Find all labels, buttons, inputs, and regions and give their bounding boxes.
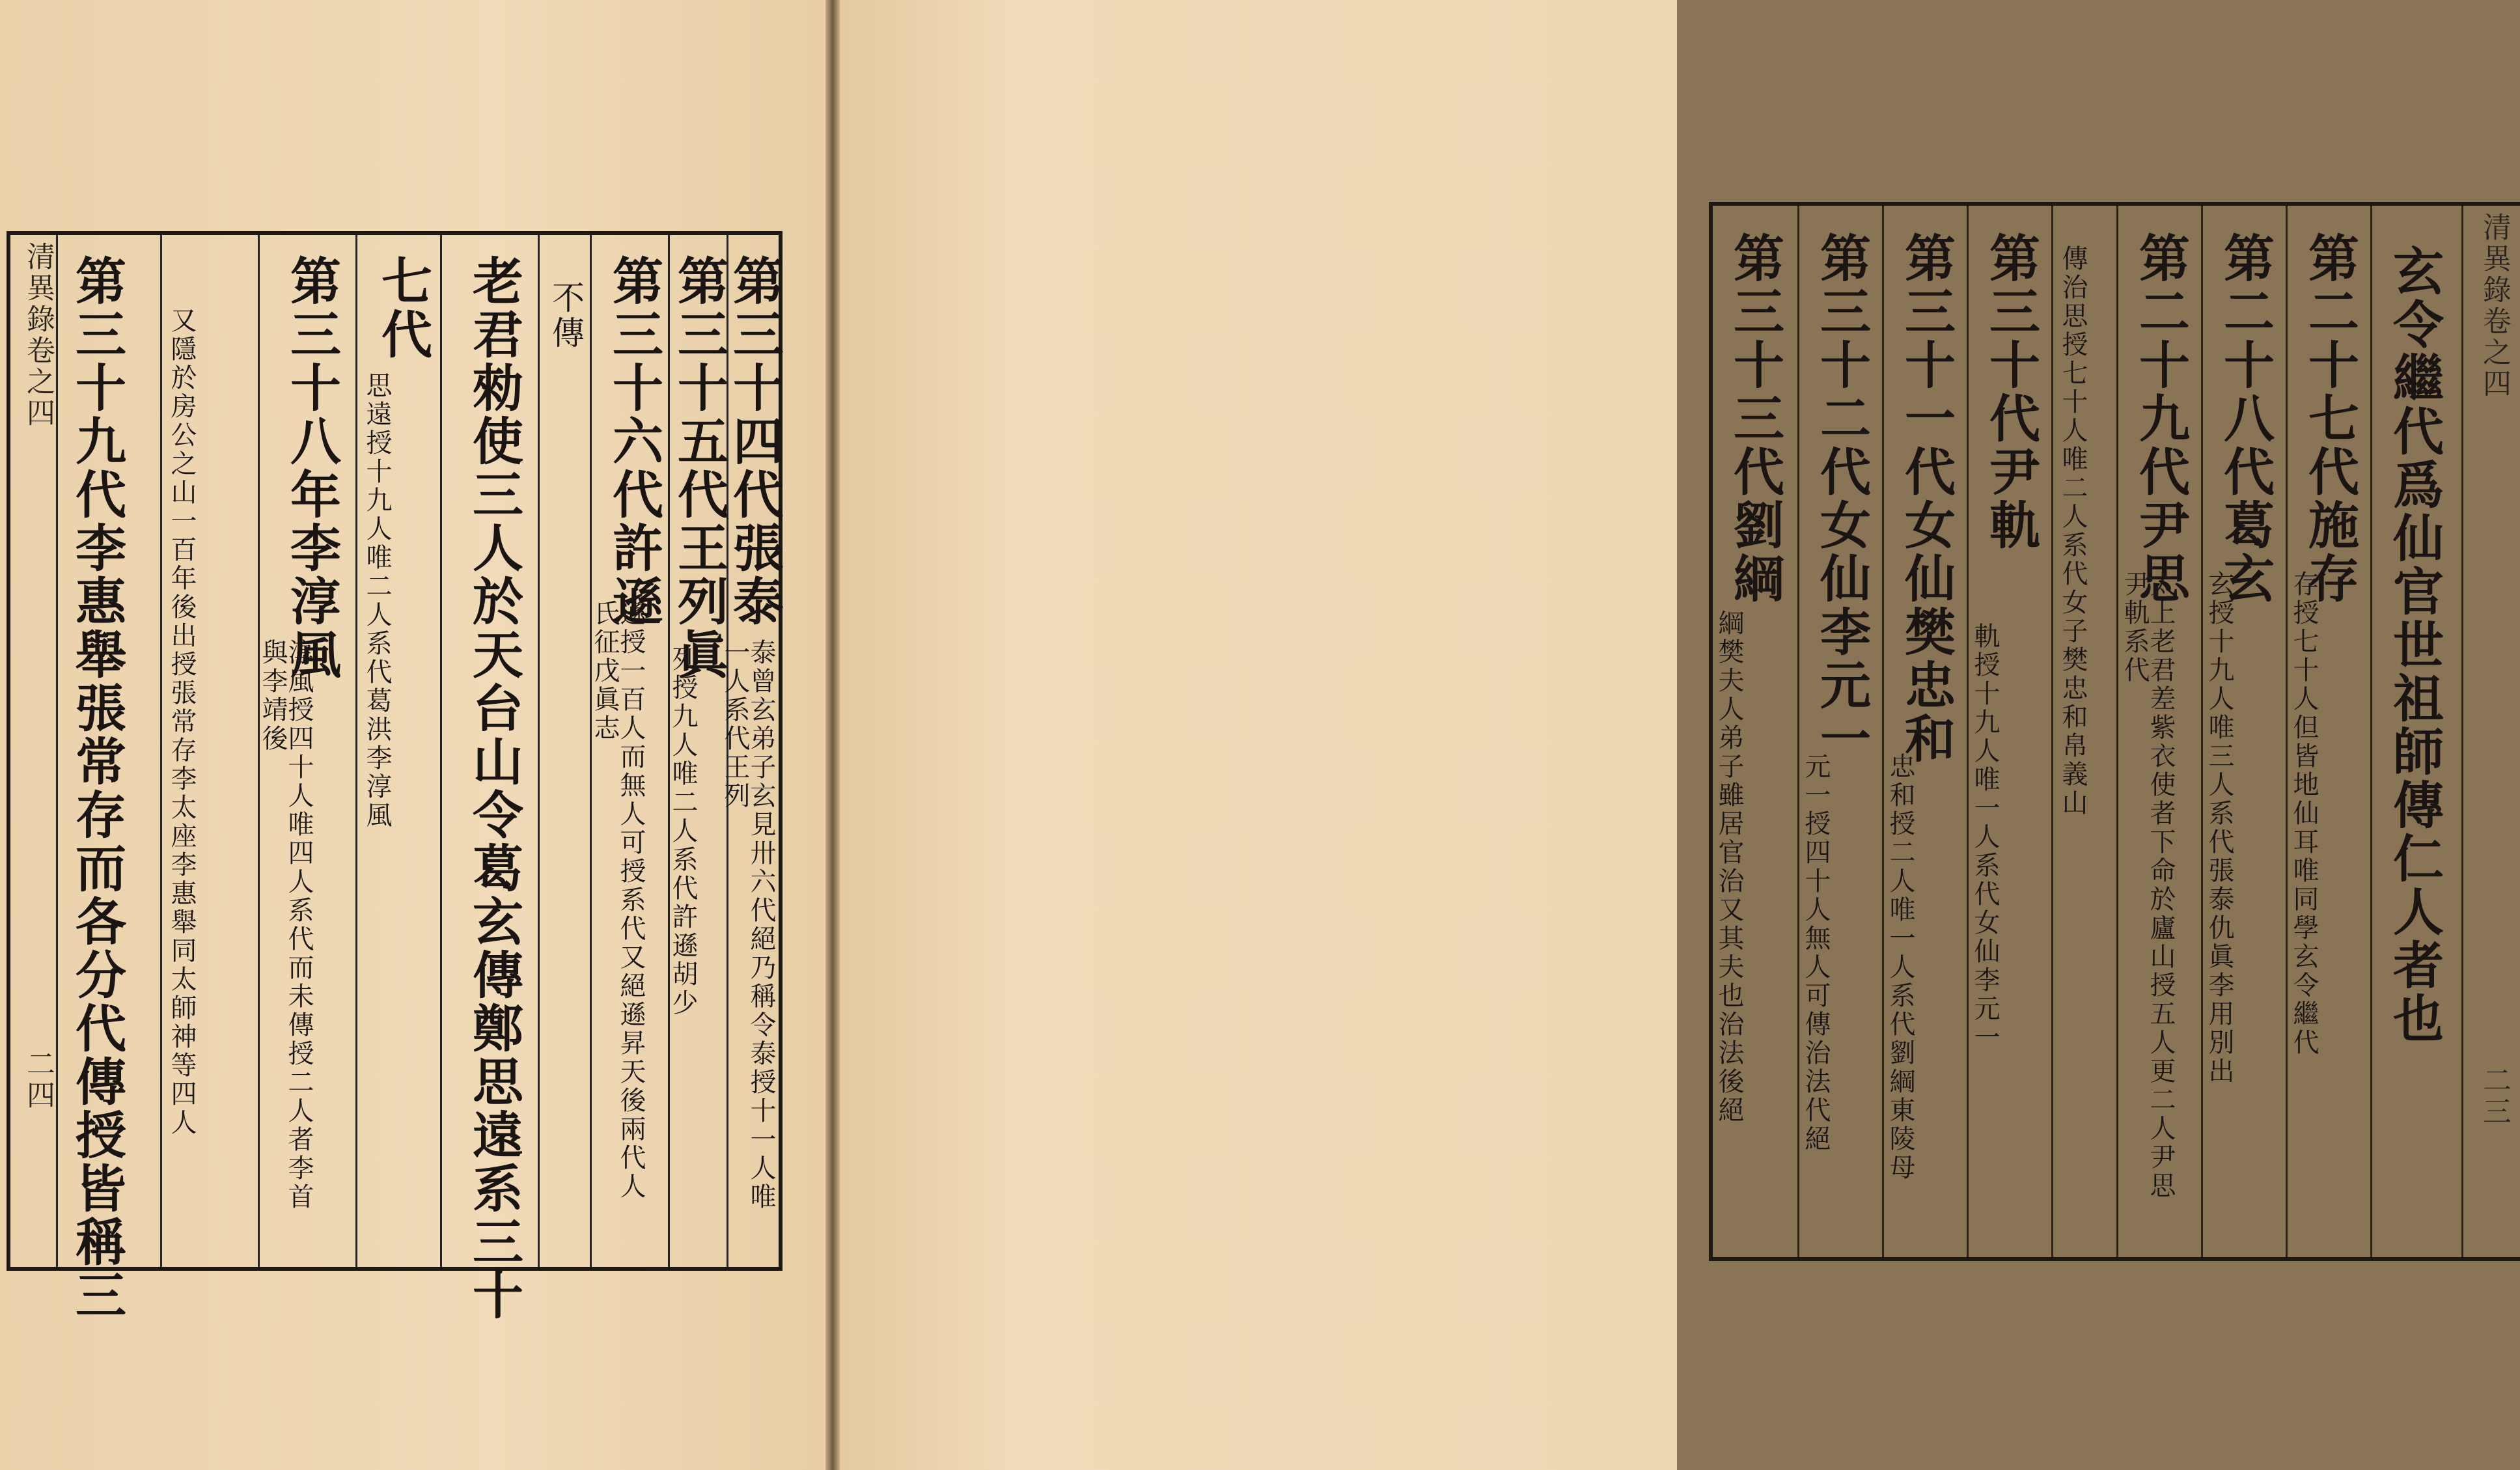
left-column-2: [668, 235, 727, 1267]
right-col-2-main: 第二十七代施存: [2300, 232, 2359, 605]
left-col-3-main: 第三十六代許遜: [604, 255, 663, 628]
left-col-4-note: 不傳: [547, 281, 585, 351]
right-col-3-main: 第二十八代葛玄: [2215, 232, 2275, 605]
left-col-6-main: 七代: [373, 255, 432, 361]
book-gutter: [825, 0, 840, 1470]
right-col-8-note: 元一授四十人無人可傳治法代絕: [1801, 753, 1831, 1154]
left-col-5-main: 老君勑使三人於天台山令葛玄傳鄭思遠系三十: [464, 255, 523, 1322]
left-column-6: [355, 235, 440, 1267]
right-column-3: [2201, 206, 2286, 1257]
left-spine-column: [10, 235, 56, 1267]
right-col-7-note: 忠和授二人唯一人系代劉綱東陵母: [1885, 753, 1915, 1182]
left-spine-title: 清異錄卷之四: [21, 242, 55, 429]
right-col-1-main: 玄令繼代爲仙官世祖師傳仁人者也: [2385, 245, 2444, 1046]
right-folio-number: 二三: [2478, 1065, 2511, 1128]
right-col-4-note: 太上老君差紫衣使者下命於廬山授五人更二人尹思尹軌系代: [2120, 570, 2176, 1200]
left-page-frame: [7, 231, 784, 1322]
left-col-2-main: 第三十五代王列眞: [669, 255, 728, 682]
right-col-3-note: 玄授十九人唯三人系代張泰仇眞李用別出: [2204, 570, 2234, 1086]
left-col-2-note: 列授九人唯二人系代許遜胡少: [668, 645, 698, 1018]
left-col-7-note: 淳風授四十人唯四人系代而未傳授二人者李首與李靖後: [258, 639, 314, 1212]
left-page: [0, 0, 825, 1470]
left-column-9: [56, 235, 160, 1322]
right-column-5: [2051, 206, 2116, 1257]
left-col-3-note: 遜授一百人而無人可授系代又絕遜昇天後兩代人氏征戊眞志: [590, 600, 646, 1201]
right-col-7-main: 第三十一代女仙樊忠和: [1896, 232, 1956, 766]
left-col-7-main: 第三十八年李淳風: [282, 255, 341, 682]
right-col-5-note: 傳治思授七十人唯二人系代女子樊忠和帛義山: [2058, 245, 2088, 818]
right-col-2-note: 存授七十人但皆地仙耳唯同學玄令繼代: [2289, 570, 2319, 1057]
right-spine-column: [2461, 206, 2520, 1257]
right-page-frame: [1709, 202, 2520, 1261]
left-col-1-main: 第三十四代張泰: [725, 255, 784, 628]
right-column-7: [1882, 206, 1967, 1257]
right-page: [840, 0, 2511, 1470]
left-column-7: [258, 235, 355, 1267]
left-column-1: [720, 235, 784, 1267]
right-col-8-main: 第三十二代女仙李元一: [1812, 232, 1871, 766]
right-spine-title: 清異錄卷之四: [2478, 212, 2511, 400]
left-col-8-note: 又隱於房公之山一百年後出授張常存李太座李惠舉同太師神等四人: [167, 307, 197, 1137]
right-col-6-main: 第三十代尹軌: [1981, 232, 2040, 552]
left-column-3: [590, 235, 668, 1267]
right-col-4-main: 第二十九代尹思: [2131, 232, 2190, 605]
left-col-6-note: 思遠授十九人唯二人系代葛洪李淳風: [362, 372, 392, 830]
right-column-9: [1713, 206, 1797, 1257]
left-column-5: [440, 235, 538, 1322]
right-column-6: [1967, 206, 2051, 1257]
left-col-9-main: 第三十九代李惠舉張常存而各分代傳授皆稱三: [67, 255, 126, 1322]
right-col-9-note: 綱樊夫人弟子雖居官治又其夫也治法後絕: [1714, 609, 1744, 1125]
left-column-4: [538, 235, 590, 1267]
right-column-1: [2370, 206, 2461, 1257]
right-column-2: [2286, 206, 2370, 1257]
left-folio-number: 二四: [21, 1049, 55, 1111]
right-col-6-note: 軌授十九人唯一人系代女仙李元一: [1970, 622, 2000, 1052]
right-column-4: [2116, 206, 2201, 1257]
right-col-9-main: 第三十三代劉綱: [1725, 232, 1784, 605]
left-col-1-note: 泰曾玄弟子玄見卅六代絕乃稱令泰授十一人唯一人系代王列: [720, 639, 776, 1212]
right-column-8: [1797, 206, 1882, 1257]
left-column-8: [160, 235, 258, 1267]
